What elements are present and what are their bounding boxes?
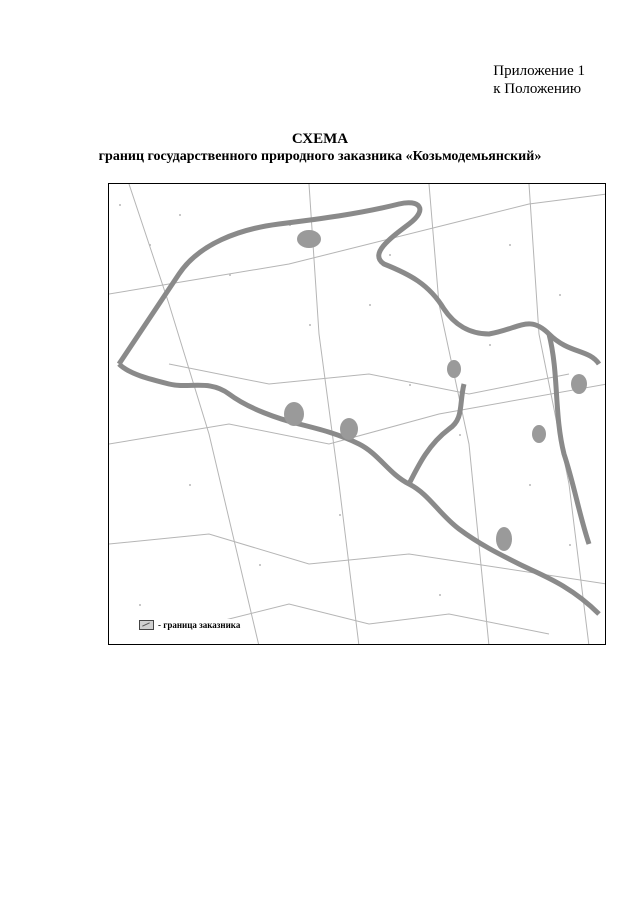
legend-boundary-swatch xyxy=(139,620,154,630)
appendix-line-2: к Положению xyxy=(493,81,582,97)
legend-boundary-label: - граница заказника xyxy=(158,620,241,630)
document-title: СХЕМА xyxy=(291,131,349,147)
appendix-line-1: Приложение 1 xyxy=(493,63,585,79)
map-scheme xyxy=(108,183,606,645)
document-subtitle: границ государственного природного заказника «Козьмодемьянский» xyxy=(98,149,542,164)
appendix-reference xyxy=(493,62,585,98)
map-legend xyxy=(136,619,243,631)
title-block xyxy=(0,130,640,166)
map-canvas xyxy=(109,184,606,645)
road-network xyxy=(109,184,606,645)
reserve-boundary xyxy=(119,203,599,614)
